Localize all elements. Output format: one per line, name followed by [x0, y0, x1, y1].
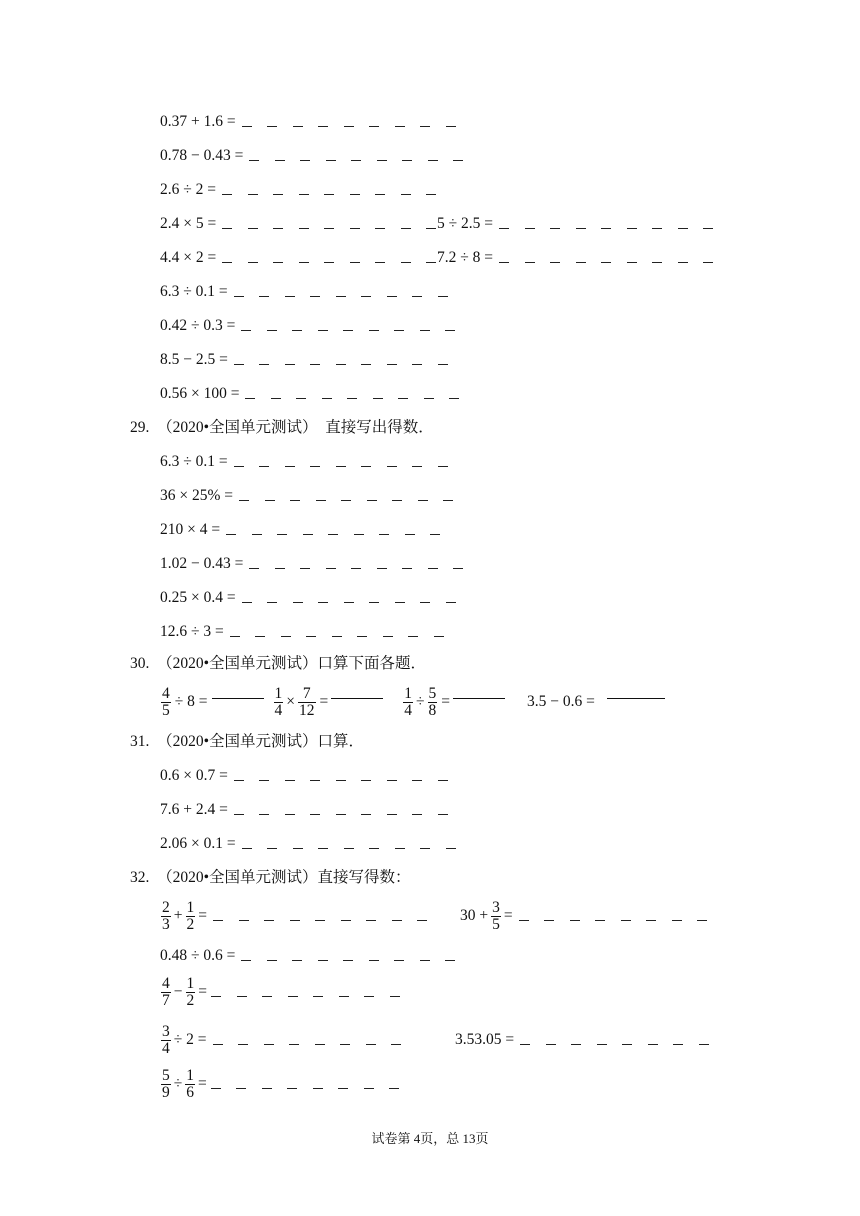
question-30-row: $\frac{4}{5}$ ÷ 8 = $\frac{1}{4}$ × $\frac{7}{12}$ = $\frac{1}{4}$ ÷ $\frac{5}{8}$ = 3.5 − 0.6 = — [160, 684, 665, 720]
problem-line: 0.25 × 0.4 = — [160, 588, 471, 608]
answer-blank[interactable] — [242, 588, 472, 608]
problem-line: 7.6 + 2.4 = — [160, 800, 463, 820]
answer-blank[interactable] — [499, 214, 729, 234]
problem-line: 0.6 × 0.7 = — [160, 766, 463, 786]
problem-line: $\frac{2}{3}$ + $\frac{1}{2}$ = — [160, 898, 443, 934]
answer-blank[interactable] — [234, 350, 464, 370]
problem-line: 2.6 ÷ 2 = — [160, 180, 452, 200]
problem-line: 12.6 ÷ 3 = — [160, 622, 459, 642]
problem-line: $\frac{4}{7}$ − $\frac{1}{2}$ = — [160, 974, 415, 1010]
fraction: $\frac{7}{12}$ — [299, 684, 315, 719]
answer-blank[interactable] — [242, 834, 472, 854]
fraction: $\frac{1}{4}$ — [274, 684, 283, 719]
problem-line: 2.4 × 5 = — [160, 214, 452, 234]
fraction: $\frac{1}{6}$ — [186, 1066, 195, 1101]
fraction: $\frac{2}{3}$ — [162, 898, 170, 933]
answer-blank[interactable] — [211, 982, 415, 1002]
problem-line: 8.5 − 2.5 = — [160, 350, 463, 370]
answer-blank[interactable] — [249, 554, 479, 574]
question-30-title: 30. （2020•全国单元测试）口算下面各题． — [130, 655, 427, 672]
answer-blank[interactable] — [249, 146, 479, 166]
problem-line: 0.56 × 100 = — [160, 384, 475, 404]
problem-line: 5 ÷ 2.5 = — [437, 214, 729, 234]
answer-blank[interactable] — [230, 622, 460, 642]
answer-blank[interactable] — [234, 766, 464, 786]
answer-blank[interactable] — [212, 698, 264, 699]
answer-blank[interactable] — [222, 180, 452, 200]
problem-line: 36 × 25% = — [160, 486, 469, 506]
answer-blank[interactable] — [239, 486, 469, 506]
problem-line: 210 × 4 = — [160, 520, 456, 540]
answer-blank[interactable] — [499, 248, 729, 268]
answer-blank[interactable] — [242, 112, 472, 132]
answer-blank[interactable] — [241, 946, 471, 966]
fraction: $\frac{1}{2}$ — [186, 898, 195, 933]
problem-line: 7.2 ÷ 8 = — [437, 248, 729, 268]
problem-line: $\frac{5}{9}$ ÷ $\frac{1}{6}$ = — [160, 1066, 415, 1102]
problem-line: 0.48 ÷ 0.6 = — [160, 946, 471, 966]
problem-line: 0.42 ÷ 0.3 = — [160, 316, 471, 336]
answer-blank[interactable] — [222, 214, 452, 234]
page-footer: 试卷第 4页，总 13页 — [371, 1131, 489, 1146]
fraction: $\frac{1}{4}$ — [404, 684, 412, 719]
answer-blank[interactable] — [453, 698, 505, 699]
fraction: $\frac{3}{4}$ — [162, 1022, 170, 1057]
problem-line: 0.78 − 0.43 = — [160, 146, 479, 166]
answer-blank[interactable] — [222, 248, 452, 268]
question-32-title: 32. （2020•全国单元测试）直接写得数： — [130, 869, 411, 886]
problem-line: 30 + $\frac{3}{5}$ = — [460, 898, 723, 934]
problem-line: 6.3 ÷ 0.1 = — [160, 452, 463, 472]
answer-blank[interactable] — [519, 906, 723, 926]
fraction: $\frac{1}{2}$ — [186, 974, 195, 1009]
answer-blank[interactable] — [520, 1030, 724, 1050]
problem-line: 4.4 × 2 = — [160, 248, 452, 268]
answer-blank[interactable] — [211, 1074, 415, 1094]
answer-blank[interactable] — [607, 698, 665, 699]
problem-line: $\frac{3}{4}$ ÷ 2 = — [160, 1022, 417, 1058]
question-29-title: 29. （2020•全国单元测试） 直接写出得数． — [130, 419, 434, 436]
answer-blank[interactable] — [245, 384, 475, 404]
answer-blank[interactable] — [241, 316, 471, 336]
fraction: $\frac{5}{8}$ — [428, 684, 437, 719]
problem-line: 2.06 × 0.1 = — [160, 834, 471, 854]
answer-blank[interactable] — [226, 520, 456, 540]
answer-blank[interactable] — [234, 282, 464, 302]
answer-blank[interactable] — [213, 906, 443, 926]
fraction: $\frac{3}{5}$ — [492, 898, 500, 933]
problem-line: 1.02 − 0.43 = — [160, 554, 479, 574]
problem-line: 0.37 + 1.6 = — [160, 112, 471, 132]
problem-line: 3.53.05 = — [455, 1030, 724, 1050]
answer-blank[interactable] — [213, 1030, 417, 1050]
fraction: $\frac{5}{9}$ — [162, 1066, 170, 1101]
problem-line: 6.3 ÷ 0.1 = — [160, 282, 463, 302]
fraction: $\frac{4}{5}$ — [162, 684, 170, 719]
answer-blank[interactable] — [331, 698, 383, 699]
answer-blank[interactable] — [234, 800, 464, 820]
answer-blank[interactable] — [234, 452, 464, 472]
question-31-title: 31. （2020•全国单元测试）口算． — [130, 733, 365, 750]
fraction: $\frac{4}{7}$ — [162, 974, 170, 1009]
